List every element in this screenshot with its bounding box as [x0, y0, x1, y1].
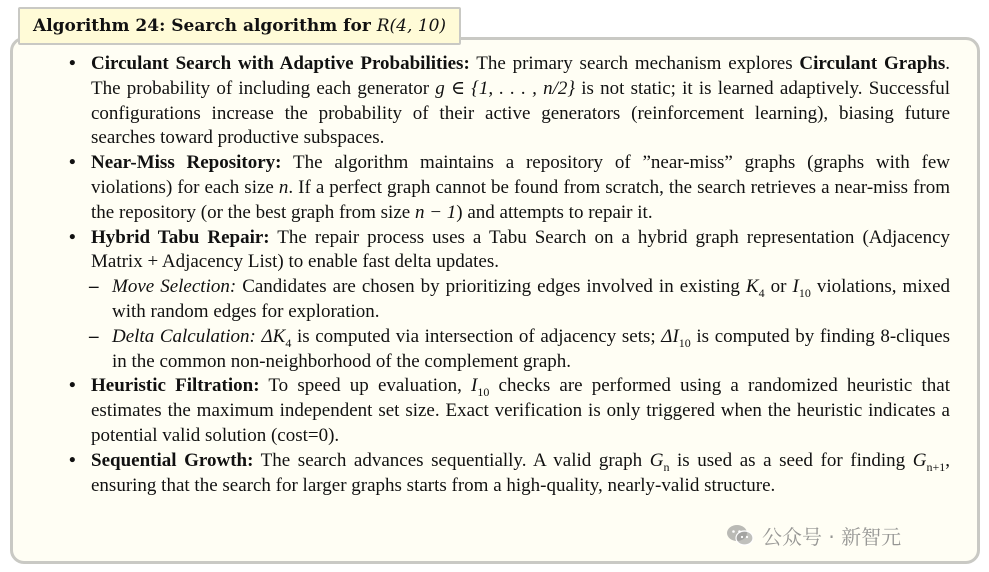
math-subscript: n: [663, 459, 670, 474]
list-item-heuristic-filtration: [66, 374, 950, 448]
item-heading: Circulant Search with Adaptive Probabilities:: [91, 53, 470, 74]
math-g-n: G: [649, 449, 664, 471]
algorithm-content: [66, 52, 950, 498]
math-i: I: [471, 375, 478, 397]
math-delta-k: ΔK: [255, 325, 286, 347]
item-heading: Sequential Growth:: [91, 449, 254, 471]
math-subscript: 10: [798, 285, 811, 300]
item-heading: Near-Miss Repository:: [91, 152, 282, 174]
math-subscript: 10: [477, 385, 490, 400]
math-k: K: [745, 276, 759, 298]
algorithm-title-text: Algorithm 24: Search algorithm for: [33, 16, 377, 36]
math-subscript: 4: [758, 285, 765, 300]
item-text: . If a perfect graph cannot be found from scratch, the search retrieves a near-miss from the repository (or the best graph from size: [91, 176, 950, 223]
math-g-n-plus-1: G: [912, 449, 927, 471]
item-bold-term: Circulant Graphs: [799, 53, 946, 74]
item-text: is not static; it is learned adaptively. Successful configurations increase the probability of their active generators (reinforcement learning), biasing future searches toward productive subspaces.: [91, 77, 951, 149]
bullet: •: [69, 449, 76, 471]
list-item-hybrid-tabu: [66, 226, 950, 276]
math-subscript: 4: [285, 335, 292, 350]
item-text: The primary search mechanism explores: [469, 53, 800, 74]
math-delta-i: ΔI: [661, 325, 679, 347]
item-text: The search advances sequentially. A valid graph: [253, 449, 650, 471]
item-text: is computed by finding 8-cliques in the common non-neighborhood of the complement graph.: [112, 325, 951, 372]
item-text: , ensuring that the search for larger graphs starts from a high-quality, nearly-valid structure.: [91, 449, 950, 496]
math-n: n: [278, 176, 289, 198]
dash: –: [89, 276, 99, 298]
item-text: The repair process uses a Tabu Search on a hybrid graph representation (Adjacency Matrix + Adjacency List) to enable fast delta updates.: [91, 226, 950, 273]
bullet: •: [69, 53, 76, 74]
sublist-item-move-selection: [66, 275, 950, 325]
item-text: The algorithm maintains a repository of ”near-miss” graphs (graphs with few violations) for each size: [91, 152, 950, 198]
math-subscript: n+1: [926, 459, 946, 474]
item-text: . The probability of including each generator: [91, 53, 950, 99]
list-item-near-miss: [66, 151, 950, 225]
subitem-heading: Delta Calculation:: [112, 325, 256, 347]
item-heading: Hybrid Tabu Repair:: [91, 226, 270, 248]
item-text: is used as a seed for finding: [669, 449, 913, 471]
watermark: [726, 521, 901, 549]
list-item-sequential-growth: [66, 449, 950, 499]
math-i: I: [792, 276, 799, 298]
math-n-minus-1: n − 1: [414, 201, 457, 223]
item-text: checks are performed using a randomized heuristic that estimates the maximum independent set size. Exact verification is only triggered when the heuristic indicates a potential valid solution (cost=0).: [91, 375, 950, 446]
math-subscript: 10: [678, 335, 691, 350]
algorithm-title: [18, 7, 461, 45]
item-text: ) and attempts to repair it.: [456, 201, 653, 223]
item-text: To speed up evaluation,: [259, 375, 472, 397]
subitem-heading: Move Selection:: [112, 276, 237, 298]
sublist-item-delta-calculation: [66, 325, 950, 375]
math-generator-set: g ∈ {1, . . . , n/2}: [435, 77, 575, 99]
list-item-circulant-search: [66, 52, 950, 151]
algorithm-title-math: R(4, 10): [376, 16, 447, 36]
bullet: •: [69, 152, 76, 174]
item-heading: Heuristic Filtration:: [91, 375, 260, 397]
bullet: •: [69, 226, 76, 248]
item-text: is computed via intersection of adjacency sets;: [291, 325, 662, 347]
item-text: Candidates are chosen by prioritizing edges involved in existing: [236, 276, 746, 298]
watermark-text: 公众号 · 新智元: [762, 524, 902, 549]
dash: –: [89, 325, 99, 347]
bullet: •: [69, 375, 76, 397]
item-text: or: [764, 276, 793, 298]
wechat-icon: [726, 523, 754, 547]
item-text: violations, mixed with random edges for exploration.: [112, 276, 951, 322]
